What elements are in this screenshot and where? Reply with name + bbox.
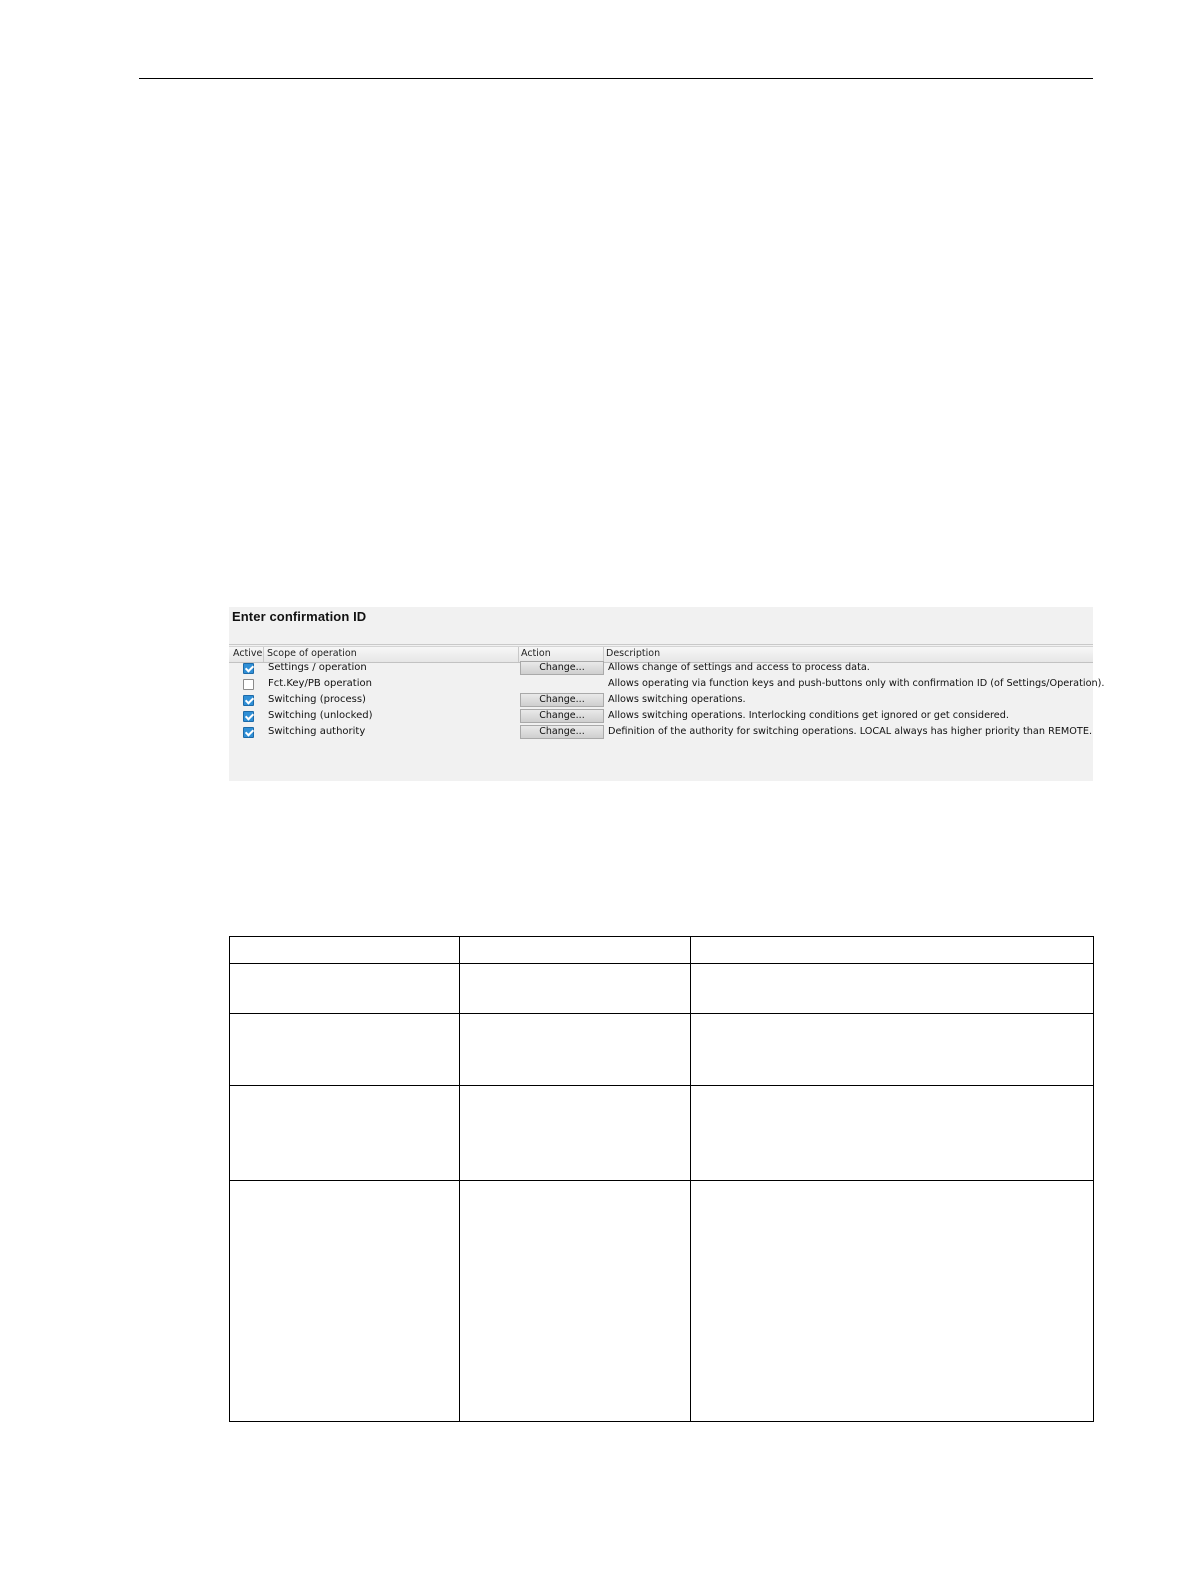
change-button[interactable]: Change... [520,725,604,739]
table-cell [691,1181,1094,1422]
table-cell [691,937,1094,964]
table-cell [230,964,460,1014]
active-checkbox[interactable] [243,695,254,706]
active-checkbox[interactable] [243,663,254,674]
table-cell [460,1181,691,1422]
column-divider[interactable] [603,647,604,662]
table-row [230,1086,1094,1181]
table-row [230,937,1094,964]
table-row [230,1181,1094,1422]
description-text: Allows operating via function keys and push-buttons only with confirmation ID (of Settings/Operation). [608,678,1105,689]
description-text: Allows switching operations. [608,694,746,705]
scope-label: Fct.Key/PB operation [268,678,372,689]
table-cell [230,937,460,964]
scope-label: Switching authority [268,726,366,737]
grid-row-settings-operation [229,661,1093,677]
table-cell [230,1086,460,1181]
table-row [230,1014,1094,1086]
active-checkbox[interactable] [243,711,254,722]
description-text: Allows change of settings and access to process data. [608,662,870,673]
column-header-active[interactable]: Active [233,648,263,659]
table-cell [691,1086,1094,1181]
header-rule [139,78,1093,79]
grid-row-switching-unlocked [229,709,1093,725]
description-text: Allows switching operations. Interlocking conditions get ignored or get considered. [608,710,1009,721]
table-cell [460,1014,691,1086]
column-divider[interactable] [518,647,519,662]
change-button[interactable]: Change... [520,709,604,723]
column-header-action[interactable]: Action [521,648,551,659]
change-button[interactable]: Change... [520,661,604,675]
table-cell [691,1014,1094,1086]
grid-row-switching-process [229,693,1093,709]
scope-label: Settings / operation [268,662,367,673]
description-text: Definition of the authority for switching operations. LOCAL always has higher priority than REMOTE. [608,726,1093,737]
active-checkbox[interactable] [243,727,254,738]
dialog-title: Enter confirmation ID [232,609,367,624]
scope-label: Switching (process) [268,694,366,705]
grid-row-fct-key-pb-operation [229,677,1105,693]
change-button[interactable]: Change... [520,693,604,707]
table-cell [230,1014,460,1086]
table-row [230,964,1094,1014]
document-table [229,936,1094,1422]
table-cell [230,1181,460,1422]
confirmation-id-dialog [229,607,1105,781]
column-header-description[interactable]: Description [606,648,661,659]
column-header-scope[interactable]: Scope of operation [267,648,357,659]
active-checkbox[interactable] [243,679,254,690]
dialog-separator [229,644,1093,645]
scope-label: Switching (unlocked) [268,710,373,721]
column-divider[interactable] [263,647,264,662]
grid-row-switching-authority [229,725,1093,741]
table-cell [691,964,1094,1014]
table-cell [460,937,691,964]
table-cell [460,1086,691,1181]
table-cell [460,964,691,1014]
